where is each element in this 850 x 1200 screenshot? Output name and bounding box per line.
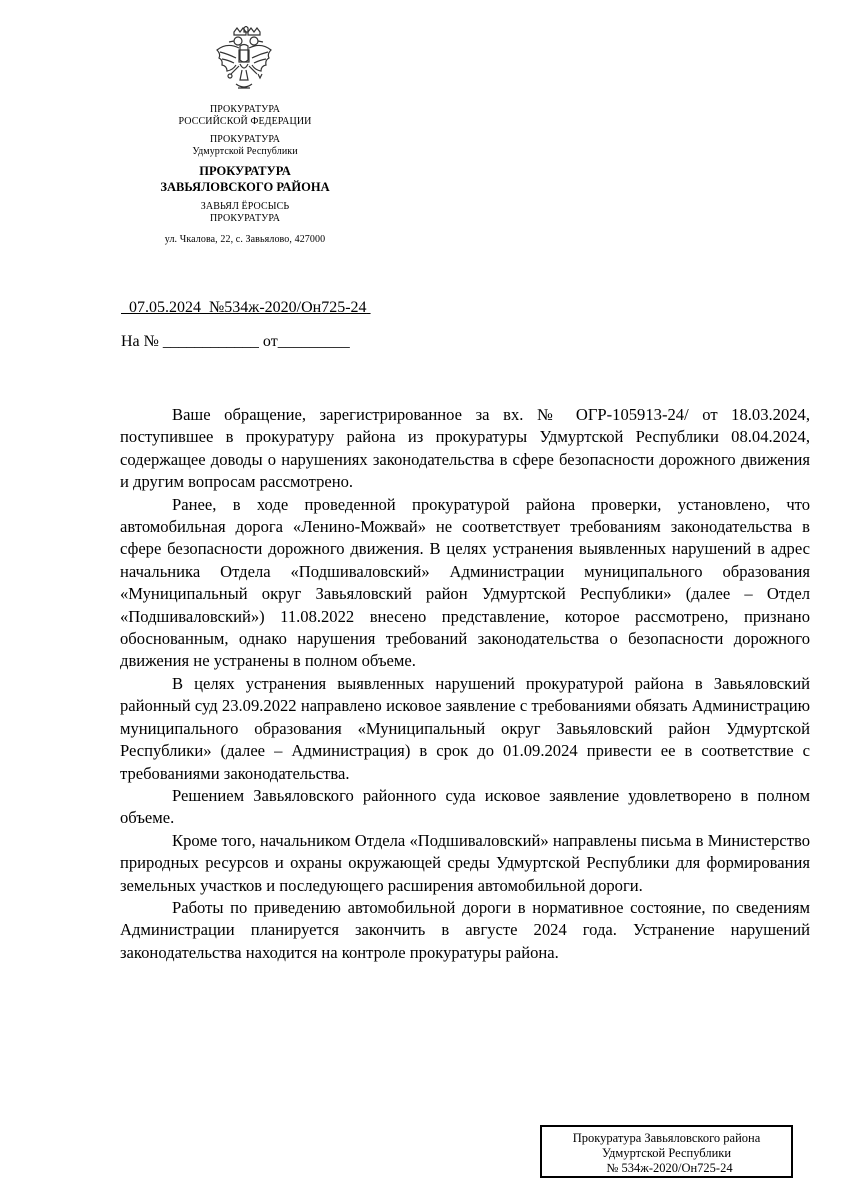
- reference-date: 07.05.2024: [129, 299, 201, 316]
- letterhead-address: ул. Чкалова, 22, с. Завьялово, 427000: [164, 234, 326, 246]
- letterhead-title: ПРОКУРАТУРА: [199, 164, 291, 178]
- paragraph: Решением Завьяловского районного суда исковое заявление удовлетворено в полном объеме.: [120, 785, 810, 828]
- letterhead-line: Удмуртской Республики: [192, 146, 298, 157]
- stamp-line: Удмуртской Республики: [601, 1146, 732, 1160]
- letterhead-line: ЗАВЬЯЛ ЁРОСЫСЬ: [200, 201, 290, 213]
- letterhead-line: ПРОКУРАТУРА: [209, 213, 281, 225]
- reference-number: №534ж-2020/Он725-24: [209, 299, 367, 316]
- coat-of-arms-emblem: [212, 26, 276, 96]
- outgoing-reference: [121, 299, 371, 317]
- paragraph: Работы по приведению автомобильной дороги в нормативное состояние, по сведениям Администрации планируется закончить в августе 2024 года. Устранение нарушений законодательства находится на контроле прокуратуры района.: [120, 897, 810, 962]
- letterhead-line: РОССИЙСКОЙ ФЕДЕРАЦИИ: [178, 116, 312, 127]
- stamp-line: Прокуратура Завьяловского района: [572, 1131, 761, 1145]
- letterhead-line: ПРОКУРАТУРА: [209, 134, 281, 145]
- paragraph: В целях устранения выявленных нарушений прокуратурой района в Завьяловский районный суд 23.09.2022 направлено исковое заявление с требованиями обязать Администрацию муниципального образования «Муниципальный округ Завьяловский район Удмуртской Республики» (далее – Администрация) в срок до 01.09.2024 привести ее в соответствие с требованиями законодательства.: [120, 673, 810, 783]
- reply-reference: На № ____________ от_________: [121, 333, 350, 350]
- paragraph: Ваше обращение, зарегистрированное за вх. № ОГР-105913-24/ от 18.03.2024, поступившее в прокуратуру района из прокуратуры Удмуртской Республики 08.04.2024, содержащее доводы о нарушениях законодательства в сфере безопасности дорожного движения и другим вопросам рассмотрено.: [120, 405, 810, 492]
- paragraph: Кроме того, начальником Отдела «Подшиваловский» направлены письма в Министерство природных ресурсов и охраны окружающей среды Удмуртской Республики для формирования земельных участков и последующего расширения автомобильной дороги.: [120, 830, 810, 895]
- letterhead-title: ЗАВЬЯЛОВСКОГО РАЙОНА: [160, 179, 330, 194]
- registration-stamp: [540, 1125, 793, 1178]
- paragraph: Ранее, в ходе проведенной прокуратурой района проверки, установлено, что автомобильная дорога «Ленино-Можвай» не соответствует требованиям законодательства в сфере безопасности дорожного движения. В целях устранения выявленных нарушений в адрес начальника Отдела «Подшиваловский» Администрации муниципального образования «Муниципальный округ Завьяловский район Удмуртской Республики» (далее – Отдел «Подшиваловский») 11.08.2022 внесено представление, которое рассмотрено, признано обоснованным, однако нарушения требований законодательства о безопасности дорожного движения не устранены в полном объеме.: [120, 494, 810, 671]
- stamp-number: № 534ж-2020/Он725-24: [606, 1161, 733, 1175]
- letter-body: [120, 404, 810, 964]
- letterhead: [120, 104, 370, 246]
- letterhead-line: ПРОКУРАТУРА: [209, 104, 281, 115]
